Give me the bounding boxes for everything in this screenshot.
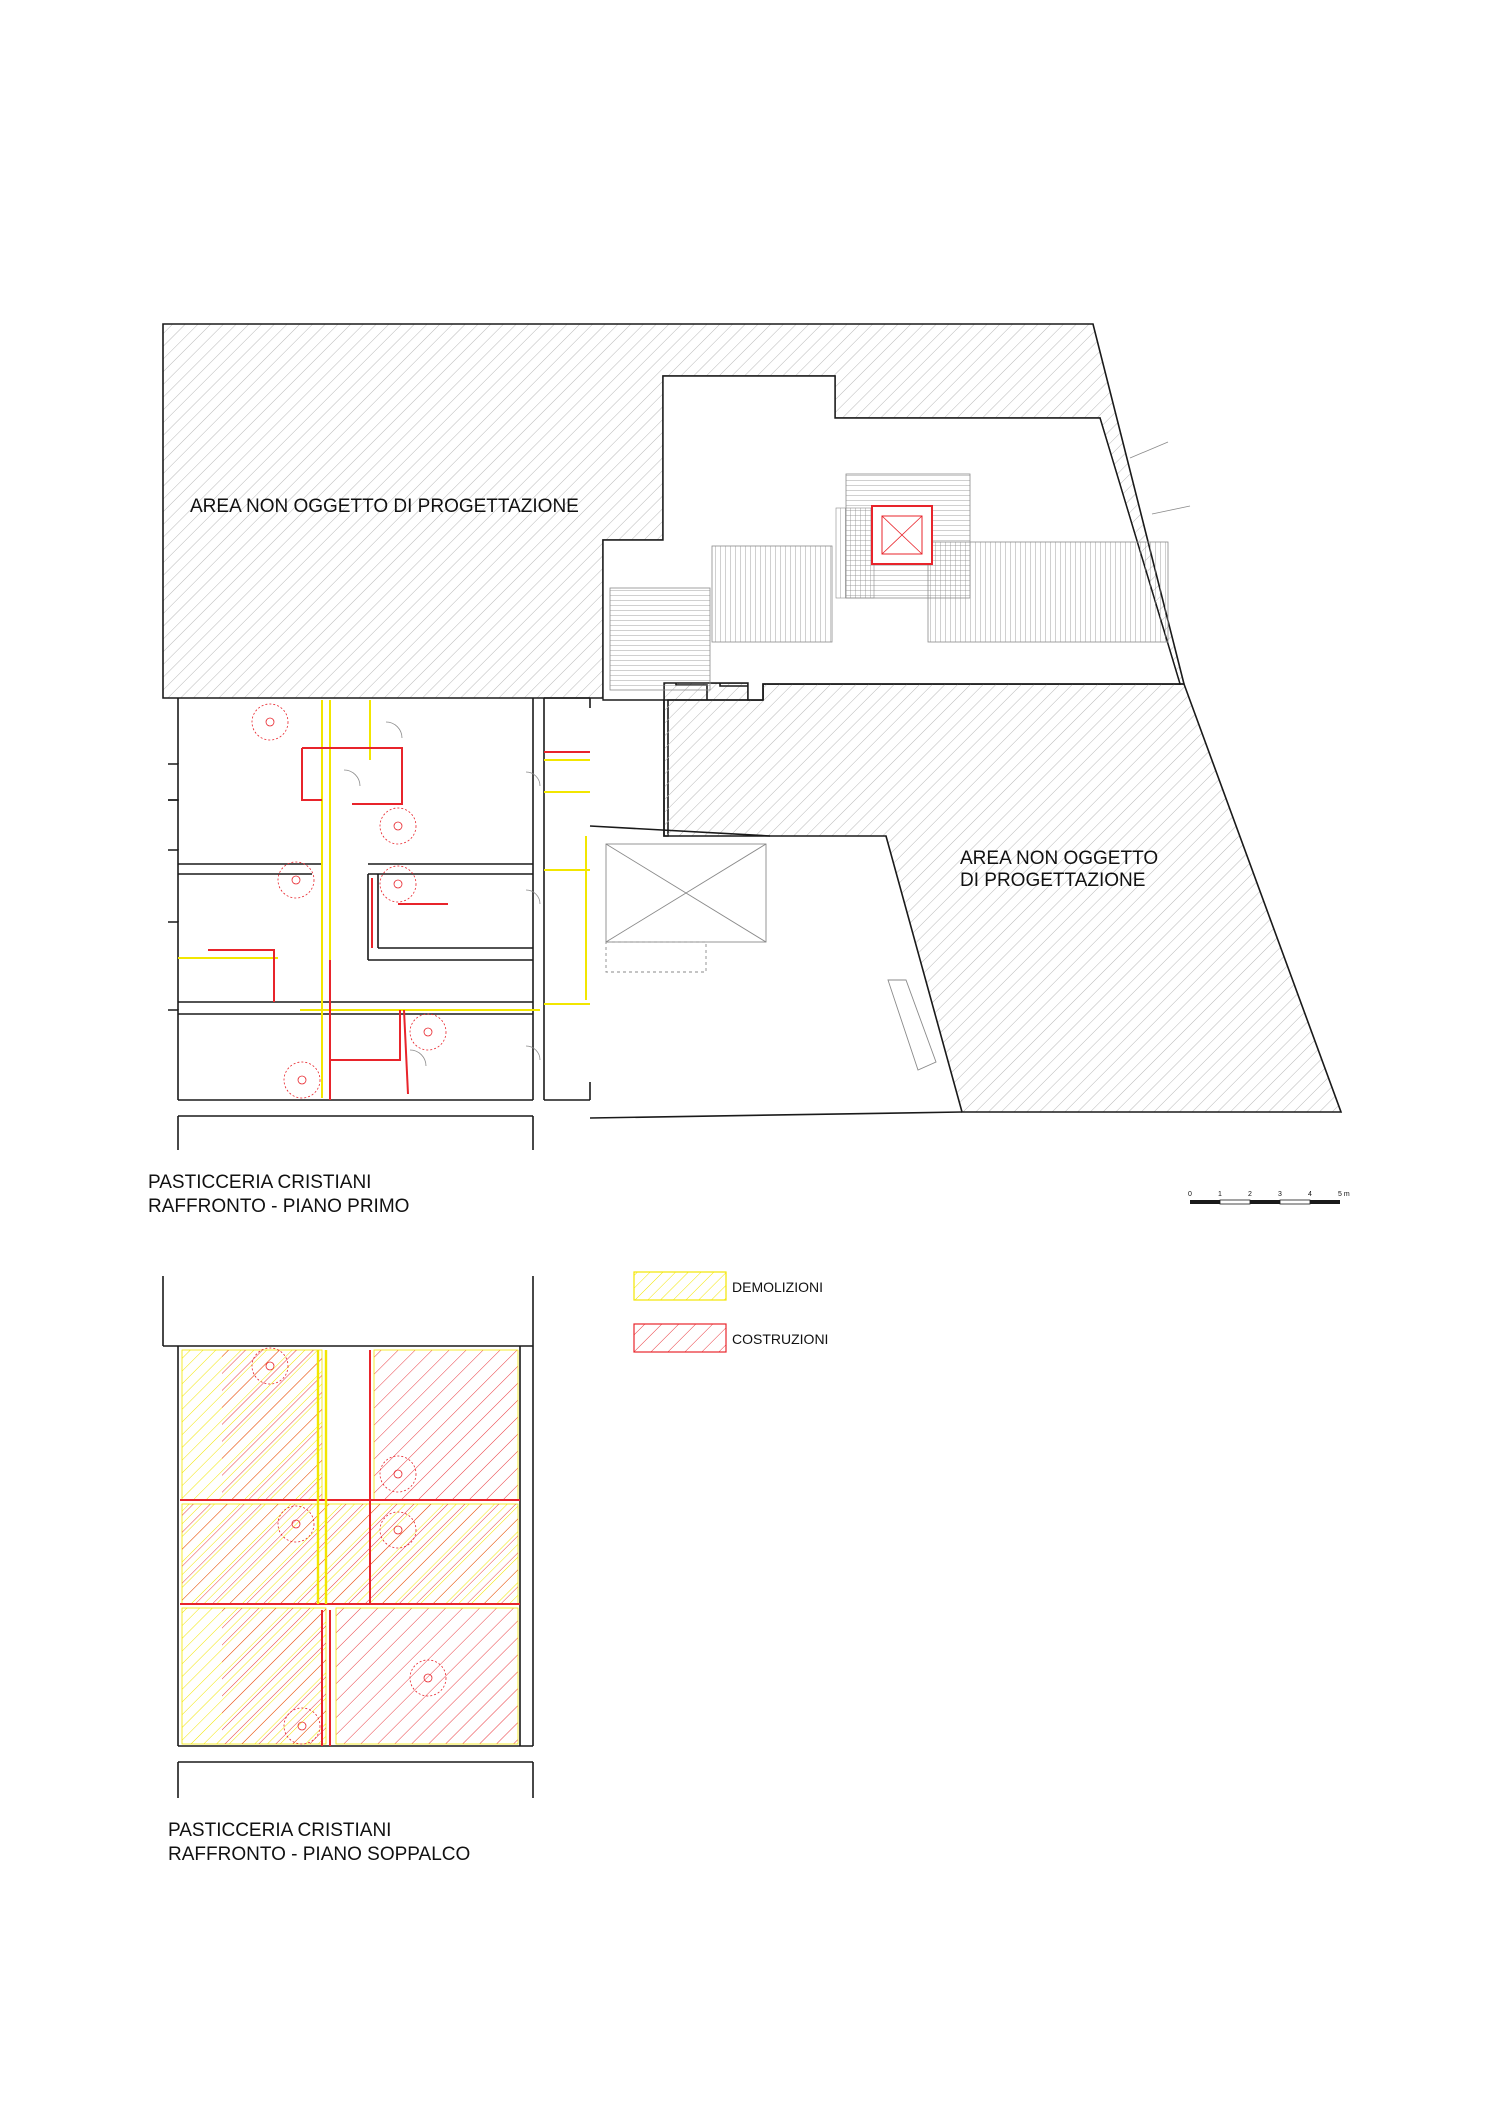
scale-tick-3: 3 <box>1278 1191 1282 1198</box>
courtyard-void <box>606 844 936 1070</box>
plan-title-1-line2: RAFFRONTO - PIANO PRIMO <box>148 1196 410 1217</box>
scale-tick-4: 4 <box>1308 1191 1312 1198</box>
legend <box>634 1272 828 1352</box>
hatched-area-right <box>664 684 1341 1112</box>
legend-label-demolizioni: DEMOLIZIONI <box>732 1279 824 1295</box>
scale-tick-2: 2 <box>1248 1191 1252 1198</box>
roof-strip-1 <box>610 588 710 690</box>
spiral-stairs <box>252 704 446 1098</box>
plan-piano-soppalco <box>163 1276 533 1865</box>
plan-title-2-line1: PASTICCERIA CRISTIANI <box>168 1820 392 1841</box>
legend-label-costruzioni: COSTRUZIONI <box>732 1331 829 1347</box>
plan-piano-primo <box>148 324 1341 1217</box>
mezzanine-panel-7 <box>222 1608 326 1744</box>
roof-strip-2 <box>712 546 832 642</box>
area-label-right-1: AREA NON OGGETTO <box>960 848 1159 869</box>
demolition-walls <box>178 700 590 1098</box>
legend-swatch-demolizioni <box>634 1272 726 1300</box>
mezzanine-panel-5 <box>182 1504 518 1604</box>
scale-bar <box>1188 1191 1350 1204</box>
scale-tick-5: 5 m <box>1338 1191 1350 1198</box>
mezzanine-panel-2 <box>222 1350 322 1500</box>
stair-landing <box>836 508 874 598</box>
plan-title-2-line2: RAFFRONTO - PIANO SOPPALCO <box>168 1844 471 1865</box>
legend-swatch-costruzioni <box>634 1324 726 1352</box>
area-label-top: AREA NON OGGETTO DI PROGETTAZIONE <box>190 496 579 517</box>
area-label-right-2: DI PROGETTAZIONE <box>960 870 1146 891</box>
mezzanine-panel-8 <box>336 1608 518 1744</box>
plan-title-1-line1: PASTICCERIA CRISTIANI <box>148 1172 372 1193</box>
scale-tick-1: 1 <box>1218 1191 1222 1198</box>
scale-tick-0: 0 <box>1188 1191 1192 1198</box>
